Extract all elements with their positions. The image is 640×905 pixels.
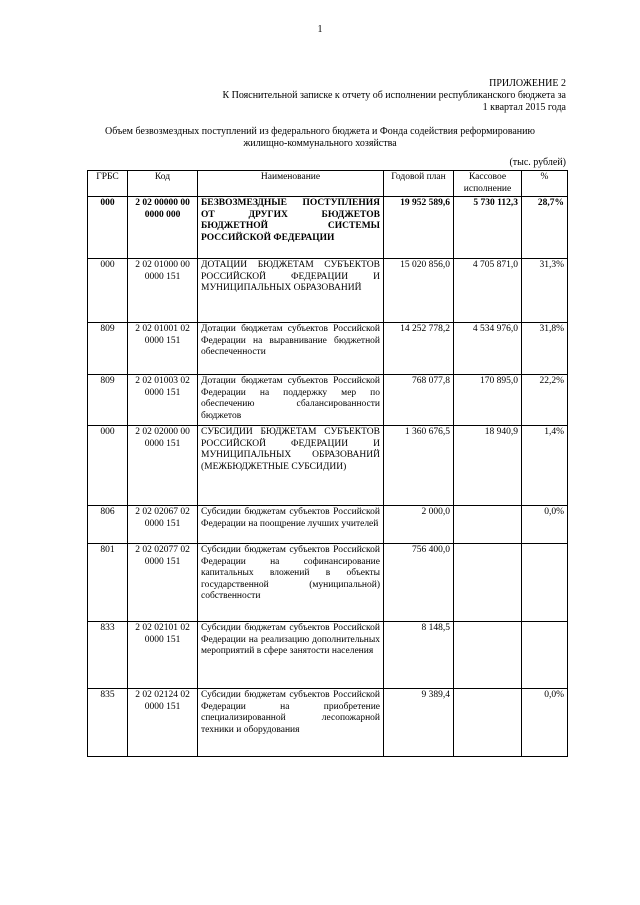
cell-percent: [522, 544, 568, 622]
cell-name: Дотации бюджетам субъектов Российской Федерации на поддержку мер по обеспечению сбалансированности бюджетов: [198, 375, 384, 426]
cell-code: 2 02 02067 02 0000 151: [128, 506, 198, 544]
cell-name: Дотации бюджетам субъектов Российской Федерации на выравнивание бюджетной обеспеченности: [198, 323, 384, 375]
cell-grbs: 833: [88, 622, 128, 689]
cell-annual-plan: 768 077,8: [384, 375, 454, 426]
cell-cash-execution: 4 534 976,0: [454, 323, 522, 375]
cell-name: БЕЗВОЗМЕЗДНЫЕ ПОСТУПЛЕНИЯ ОТ ДРУГИХ БЮДЖЕТОВ БЮДЖЕТНОЙ СИСТЕМЫ РОССИЙСКОЙ ФЕДЕРАЦИИ: [198, 197, 384, 259]
document-title: [90, 126, 550, 150]
cell-name: Субсидии бюджетам субъектов Российской Федерации на поощрение лучших учителей: [198, 506, 384, 544]
header-name: Наименование: [198, 171, 384, 197]
header-code: Код: [128, 171, 198, 197]
cell-percent: 0,0%: [522, 506, 568, 544]
document-title-line-2: жилищно-коммунального хозяйства: [243, 138, 397, 149]
header-annual-plan: Годовой план: [384, 171, 454, 197]
cell-grbs: 000: [88, 259, 128, 323]
units-note: (тыс. рублей): [509, 157, 566, 168]
cell-percent: 0,0%: [522, 689, 568, 757]
cell-code: 2 02 02000 00 0000 151: [128, 426, 198, 506]
table-row: [88, 375, 568, 426]
cell-code: 2 02 01000 00 0000 151: [128, 259, 198, 323]
document-title-line-1: Объем безвозмездных поступлений из федерального бюджета и Фонда содействия реформированию: [105, 126, 535, 137]
header-cash-execution: Кассовое исполнение: [454, 171, 522, 197]
cell-grbs: 801: [88, 544, 128, 622]
cell-percent: 22,2%: [522, 375, 568, 426]
table-row: [88, 622, 568, 689]
cell-code: 2 02 01001 02 0000 151: [128, 323, 198, 375]
cell-annual-plan: 1 360 676,5: [384, 426, 454, 506]
cell-grbs: 806: [88, 506, 128, 544]
cell-percent: 1,4%: [522, 426, 568, 506]
cell-cash-execution: 4 705 871,0: [454, 259, 522, 323]
appendix-line-3: 1 квартал 2015 года: [482, 102, 566, 113]
table-row: [88, 197, 568, 259]
table-row: [88, 689, 568, 757]
header-grbs: ГРБС: [88, 171, 128, 197]
cell-cash-execution: [454, 622, 522, 689]
cell-code: 2 02 00000 00 0000 000: [128, 197, 198, 259]
appendix-label: ПРИЛОЖЕНИЕ 2: [489, 78, 566, 89]
cell-name: Субсидии бюджетам субъектов Российской Федерации на приобретение специализированной лесопожарной техники и оборудования: [198, 689, 384, 757]
appendix-header: [146, 78, 566, 114]
cell-percent: 31,3%: [522, 259, 568, 323]
cell-code: 2 02 02124 02 0000 151: [128, 689, 198, 757]
page-number: 1: [317, 24, 323, 35]
cell-cash-execution: [454, 544, 522, 622]
cell-cash-execution: [454, 689, 522, 757]
table-row: [88, 544, 568, 622]
cell-grbs: 000: [88, 426, 128, 506]
cell-name: Субсидии бюджетам субъектов Российской Федерации на софинансирование капитальных вложений в объекты государственной (муниципальной) собственности: [198, 544, 384, 622]
appendix-line-2: К Пояснительной записке к отчету об исполнении республиканского бюджета за: [222, 90, 566, 101]
cell-code: 2 02 02077 02 0000 151: [128, 544, 198, 622]
cell-cash-execution: 5 730 112,3: [454, 197, 522, 259]
cell-annual-plan: 9 389,4: [384, 689, 454, 757]
cell-code: 2 02 02101 02 0000 151: [128, 622, 198, 689]
table-row: [88, 426, 568, 506]
cell-annual-plan: 2 000,0: [384, 506, 454, 544]
cell-name: СУБСИДИИ БЮДЖЕТАМ СУБЪЕКТОВ РОССИЙСКОЙ ФЕДЕРАЦИИ И МУНИЦИПАЛЬНЫХ ОБРАЗОВАНИЙ (МЕЖБЮДЖЕТНЫЕ СУБСИДИИ): [198, 426, 384, 506]
cell-annual-plan: 756 400,0: [384, 544, 454, 622]
cell-code: 2 02 01003 02 0000 151: [128, 375, 198, 426]
cell-grbs: 809: [88, 323, 128, 375]
table-header-row: [88, 171, 568, 197]
cell-annual-plan: 8 148,5: [384, 622, 454, 689]
cell-grbs: 000: [88, 197, 128, 259]
cell-cash-execution: 18 940,9: [454, 426, 522, 506]
cell-grbs: 809: [88, 375, 128, 426]
table-row: [88, 506, 568, 544]
cell-name: Субсидии бюджетам субъектов Российской Федерации на реализацию дополнительных мероприятий в сфере занятости населения: [198, 622, 384, 689]
cell-name: ДОТАЦИИ БЮДЖЕТАМ СУБЪЕКТОВ РОССИЙСКОЙ ФЕДЕРАЦИИ И МУНИЦИПАЛЬНЫХ ОБРАЗОВАНИЙ: [198, 259, 384, 323]
cell-percent: [522, 622, 568, 689]
cell-cash-execution: [454, 506, 522, 544]
header-percent: %: [522, 171, 568, 197]
cell-grbs: 835: [88, 689, 128, 757]
cell-annual-plan: 14 252 778,2: [384, 323, 454, 375]
table-row: [88, 323, 568, 375]
cell-cash-execution: 170 895,0: [454, 375, 522, 426]
cell-annual-plan: 15 020 856,0: [384, 259, 454, 323]
table-row: [88, 259, 568, 323]
cell-annual-plan: 19 952 589,6: [384, 197, 454, 259]
budget-table: [87, 170, 568, 757]
cell-percent: 31,8%: [522, 323, 568, 375]
cell-percent: 28,7%: [522, 197, 568, 259]
